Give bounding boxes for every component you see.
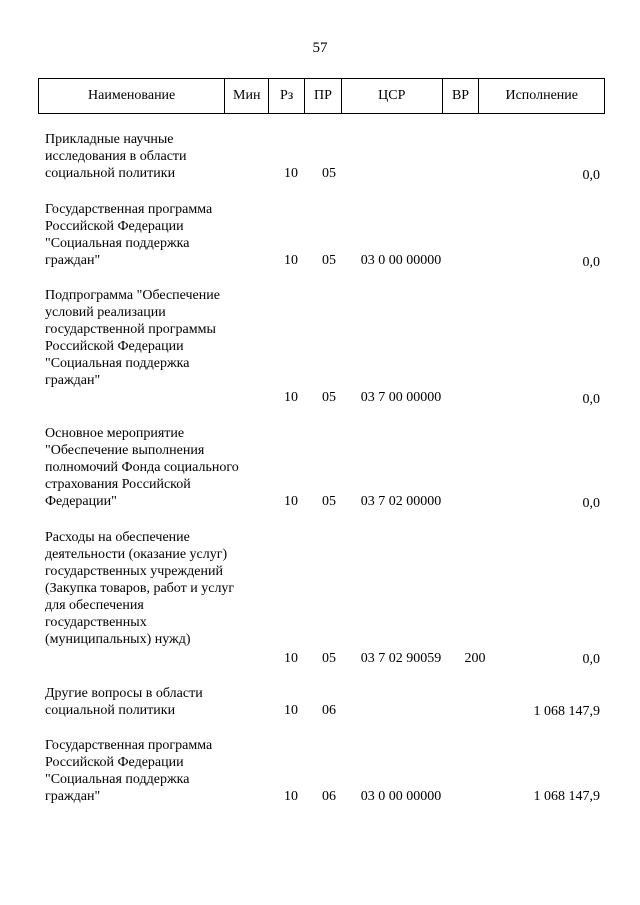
row-rz: 10 (284, 494, 298, 509)
row-name: Основное мероприятие "Обеспечение выполнения полномочий Фонда социального страхования Российской Федерации" (45, 426, 239, 509)
row-rz: 10 (284, 703, 298, 718)
row-name: Подпрограмма "Обеспечение условий реализации государственной программы Российской Федерации "Социальная поддержка граждан" (45, 288, 220, 388)
row-csr: 03 7 02 90059 (360, 651, 442, 666)
row-vr: 200 (464, 651, 486, 666)
row-name: Государственная программа Российской Федерации "Социальная поддержка граждан" (45, 202, 213, 268)
row-rz: 10 (284, 390, 298, 405)
row-csr: 03 0 00 00000 (360, 253, 442, 268)
row-name: Другие вопросы в области социальной политики (45, 686, 203, 718)
column-header-name: Наименование (39, 79, 225, 113)
row-pr: 05 (322, 494, 336, 509)
row-pr: 06 (322, 703, 336, 718)
row-amount: 0,0 (582, 392, 600, 407)
column-header-csr: ЦСР (342, 79, 443, 113)
row-csr: 03 0 00 00000 (360, 789, 442, 804)
column-header-pr: ПР (305, 79, 342, 113)
table-header (38, 78, 605, 114)
row-pr: 05 (322, 390, 336, 405)
row-rz: 10 (284, 789, 298, 804)
column-header-vr: ВР (443, 79, 480, 113)
row-amount: 0,0 (582, 496, 600, 511)
row-name: Государственная программа Российской Федерации "Социальная поддержка граждан" (45, 738, 213, 804)
column-header-execution: Исполнение (505, 88, 578, 103)
row-csr: 03 7 02 00000 (360, 494, 442, 509)
row-amount: 1 068 147,9 (533, 704, 600, 719)
page-number: 57 (312, 40, 328, 56)
row-name: Прикладные научные исследования в области социальной политики (45, 132, 187, 181)
column-header-rz: Рз (269, 79, 305, 113)
row-csr: 03 7 00 00000 (360, 390, 442, 405)
row-rz: 10 (284, 651, 298, 666)
row-amount: 0,0 (582, 255, 600, 270)
row-pr: 05 (322, 253, 336, 268)
row-pr: 06 (322, 789, 336, 804)
row-amount: 0,0 (582, 168, 600, 183)
row-amount: 0,0 (582, 652, 600, 667)
row-pr: 05 (322, 166, 336, 181)
row-rz: 10 (284, 166, 298, 181)
column-header-min: Мин (225, 79, 269, 113)
row-amount: 1 068 147,9 (533, 789, 600, 804)
row-pr: 05 (322, 651, 336, 666)
row-name: Расходы на обеспечение деятельности (оказание услуг) государственных учреждений (Закупка товаров, работ и услуг для обеспечения государственных (муниципальных) нужд) (45, 530, 235, 647)
row-rz: 10 (284, 253, 298, 268)
